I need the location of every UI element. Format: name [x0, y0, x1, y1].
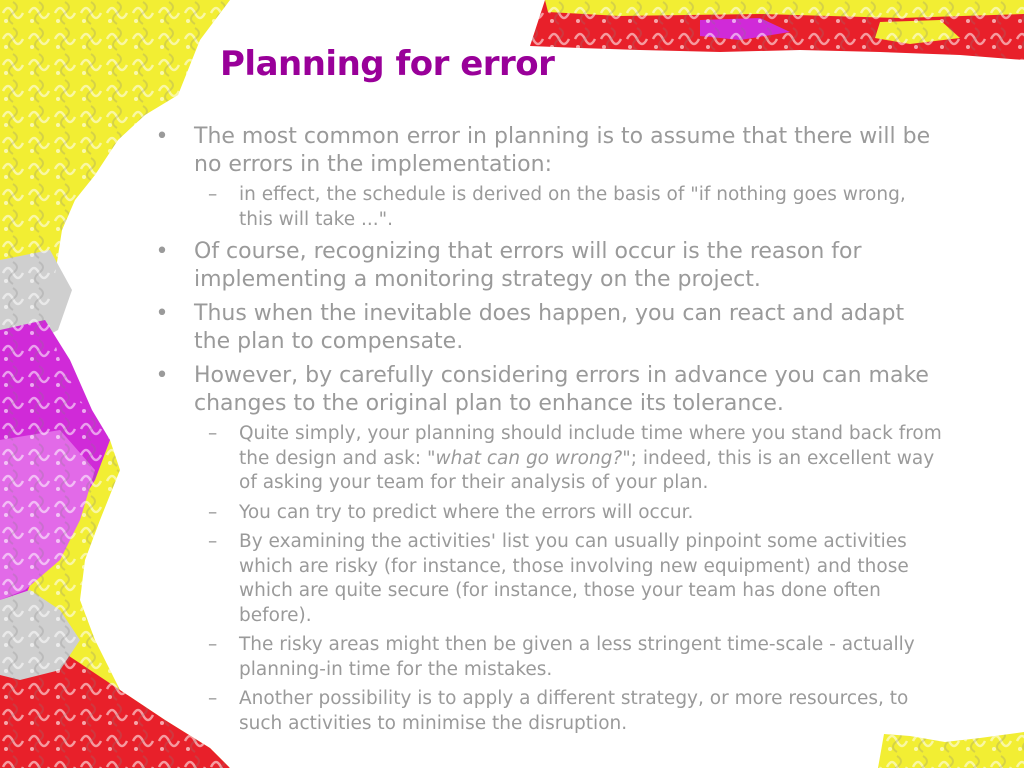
dash-icon: – [208, 501, 218, 523]
bullet-item [155, 300, 945, 356]
bullet-text: The most common error in planning is to assume that there will be no errors in the implementation: [194, 124, 931, 177]
sub-bullet-text [239, 423, 942, 493]
sub-bullet-text: Another possibility is to apply a different strategy, or more resources, to such activities to minimise the disruption. [239, 688, 909, 734]
sub-bullet-item [194, 422, 945, 496]
top-right-border-decoration [530, 0, 1024, 60]
sub-bullet-item [194, 687, 945, 736]
sub-bullet-text: The risky areas might then be given a less stringent time-scale - actually planning-in time for the mistakes. [239, 634, 915, 680]
sub-bullet-list [194, 183, 945, 232]
dash-icon: – [208, 184, 218, 205]
sub-bullet-item [194, 633, 945, 682]
italic-question: what can go wrong? [435, 447, 623, 469]
bullet-item [155, 238, 945, 294]
slide-title: Planning for error [220, 44, 555, 84]
sub-bullet-item [194, 530, 945, 628]
bullet-list [155, 123, 945, 736]
sub-bullet-list [194, 422, 945, 736]
slide-content [155, 123, 945, 742]
bullet-icon: • [155, 124, 169, 149]
sub-bullet-item [194, 501, 945, 526]
bullet-icon: • [155, 363, 169, 388]
dash-icon: – [208, 423, 218, 444]
bullet-icon: • [155, 301, 169, 326]
sub-bullet-text: You can try to predict where the errors will occur. [239, 501, 694, 523]
dash-icon: – [208, 634, 218, 655]
bullet-text: Thus when the inevitable does happen, you can react and adapt the plan to compensate. [194, 301, 905, 354]
sub-bullet-item [194, 183, 945, 232]
bullet-text: Of course, recognizing that errors will occur is the reason for implementing a monitoring strategy on the project. [194, 239, 862, 292]
dash-icon: – [208, 531, 218, 552]
sub-bullet-text: in effect, the schedule is derived on the basis of "if nothing goes wrong, this will take ...". [239, 184, 906, 230]
sub-bullet-text: By examining the activities' list you can usually pinpoint some activities which are risky (for instance, those involving new equipment) and those which are quite secure (for instance, those your team has done often before). [239, 531, 909, 626]
bullet-icon: • [155, 239, 169, 264]
sub-bullet-text-before: Quite simply, your planning should include time where you stand back from the design and ask: " [239, 423, 942, 469]
bullet-item [155, 362, 945, 736]
dash-icon: – [208, 688, 218, 709]
bullet-item [155, 123, 945, 232]
sub-bullet-text-after: "; indeed, this is an excellent way of asking your team for their analysis of your plan. [239, 447, 935, 493]
bullet-text: However, by carefully considering errors in advance you can make changes to the original plan to enhance its tolerance. [194, 363, 929, 416]
